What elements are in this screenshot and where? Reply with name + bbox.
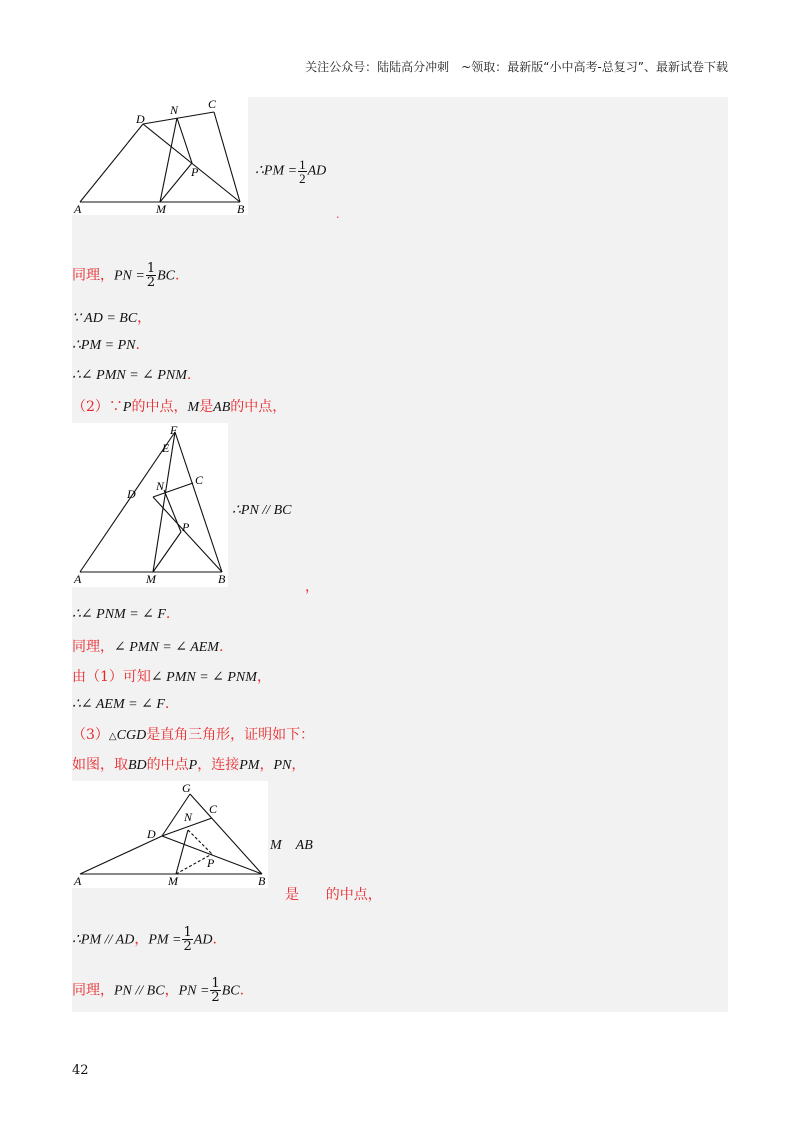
l3-math: ∵ AD = BC <box>72 311 138 326</box>
l13-i: ， <box>291 757 306 773</box>
label-C: C <box>208 97 217 111</box>
l8-end: . <box>165 606 171 622</box>
l9-math: ∠ PMN = ∠ AEM <box>114 640 219 655</box>
l15-b: 的中点， <box>325 887 382 903</box>
page-header: 关注公众号：陆陆高分冲刺 ~领取：最新版“小中高考-总复习”、最新试卷下载 <box>305 60 728 74</box>
l6-c: 的中点， <box>131 399 188 415</box>
l1-tail: AD <box>307 163 327 179</box>
l9-end: . <box>218 639 224 655</box>
frac-num: 1 <box>146 261 156 276</box>
frac-den: 2 <box>183 939 192 954</box>
label-M: M <box>146 572 156 586</box>
label-D: D <box>136 112 145 126</box>
l6-d: M <box>187 400 200 415</box>
line-15 <box>285 884 382 904</box>
frac-den: 2 <box>211 990 220 1005</box>
label-M: M <box>168 874 178 888</box>
l2-tail: BC <box>157 268 176 284</box>
l2-end: . <box>175 267 180 284</box>
frac-half-1 <box>298 158 307 185</box>
line-11 <box>72 696 169 713</box>
l11-end: . <box>164 696 170 712</box>
l12-a: （3） <box>72 727 109 743</box>
l17-pre: 同理， <box>72 982 114 999</box>
l16-c: PM = <box>148 932 182 948</box>
l2-pre: 同理， <box>72 267 114 284</box>
frac-half-2 <box>146 262 156 289</box>
line-2 <box>72 262 179 289</box>
frac-den: 2 <box>146 275 156 290</box>
l15-a: 是 <box>285 887 299 903</box>
l13-d: P <box>188 758 198 773</box>
l16-d: AD <box>193 932 213 948</box>
label-A: A <box>74 874 82 888</box>
label-D: D <box>127 487 136 501</box>
label-N: N <box>170 103 179 117</box>
line-9 <box>72 636 223 656</box>
l6-f: AB <box>213 400 231 415</box>
l13-f: PM <box>239 758 260 773</box>
label-P: P <box>207 856 215 870</box>
label-C: C <box>209 802 218 816</box>
line-5 <box>72 367 191 384</box>
frac-half-4 <box>210 977 220 1004</box>
line-16 <box>72 926 217 953</box>
l5-end: . <box>186 367 192 383</box>
line-14 <box>270 838 313 854</box>
line-12 <box>72 724 314 744</box>
l17-c: PN = <box>178 983 210 999</box>
line-10 <box>72 666 271 686</box>
label-C: C <box>195 473 204 487</box>
label-N: N <box>156 479 165 493</box>
page-number: 42 <box>72 1063 89 1078</box>
l2-math: PN = <box>114 268 145 284</box>
label-B: B <box>237 202 245 215</box>
stray-comma-1: ， <box>305 579 319 595</box>
label-B: B <box>258 874 266 888</box>
line-6 <box>72 396 286 416</box>
l6-a: （2）∵ <box>72 399 123 415</box>
l14-a: M <box>270 838 282 853</box>
label-A: A <box>74 572 82 586</box>
l10-math: ∠ PMN = ∠ PNM <box>150 670 257 685</box>
l3-end: ， <box>137 310 152 326</box>
l6-e: 是 <box>199 399 214 415</box>
line-4 <box>72 337 140 354</box>
label-A: A <box>74 202 82 215</box>
l10-pre: 由（1）可知 <box>72 669 151 685</box>
line-8 <box>72 606 170 623</box>
l4-end: . <box>135 337 140 353</box>
frac-num: 1 <box>183 925 192 940</box>
l17-d: BC <box>221 983 240 999</box>
stray-dot-1: . <box>336 208 340 221</box>
l13-a: 如图，取 <box>72 757 128 773</box>
l13-e: ，连接 <box>197 757 240 773</box>
line-1 <box>255 158 326 185</box>
figure-1 <box>72 97 248 215</box>
l17-e: . <box>239 982 245 999</box>
l16-e: . <box>212 931 217 948</box>
l11-math: ∴∠ AEM = ∠ F <box>72 697 165 712</box>
l5-math: ∴∠ PMN = ∠ PNM <box>72 368 187 383</box>
l16-a: ∴PM // AD <box>72 932 135 948</box>
label-N: N <box>184 810 193 824</box>
l12-c: CGD <box>116 728 147 743</box>
label-M: M <box>156 202 166 215</box>
figure-3 <box>72 781 268 888</box>
line-3 <box>72 307 151 327</box>
l17-a: PN // BC <box>114 983 165 999</box>
l13-c: 的中点 <box>146 757 189 773</box>
l13-b: BD <box>128 758 147 773</box>
line-7: ∴PN // BC <box>232 503 292 518</box>
frac-den: 2 <box>299 171 306 186</box>
line-17 <box>72 977 244 1004</box>
frac-num: 1 <box>211 976 220 991</box>
l6-g: 的中点， <box>230 399 287 415</box>
label-F: F <box>170 423 178 437</box>
l4-math: ∴PM = PN <box>72 338 136 353</box>
figure-2 <box>72 423 228 587</box>
l8-math: ∴∠ PNM = ∠ F <box>72 607 166 622</box>
line-13 <box>72 754 305 774</box>
triangle-symbol: △ <box>108 731 117 742</box>
l10-end: ， <box>256 669 271 685</box>
l6-b: P <box>122 400 132 415</box>
l9-pre: 同理， <box>72 639 114 655</box>
l16-b: ， <box>134 931 149 948</box>
label-P: P <box>191 165 199 179</box>
label-B: B <box>218 572 226 586</box>
l13-g: ， <box>259 757 274 773</box>
frac-num: 1 <box>299 157 306 172</box>
l17-b: ， <box>164 982 179 999</box>
l1-math: ∴PM = <box>255 163 298 179</box>
l14-b: AB <box>295 838 313 853</box>
l13-h: PN <box>273 758 292 773</box>
frac-half-3 <box>182 926 192 953</box>
label-P: P <box>182 520 190 534</box>
label-G: G <box>182 781 191 795</box>
l12-d: 是直角三角形，证明如下： <box>146 727 315 743</box>
label-D: D <box>147 827 156 841</box>
label-E: E <box>162 441 170 455</box>
